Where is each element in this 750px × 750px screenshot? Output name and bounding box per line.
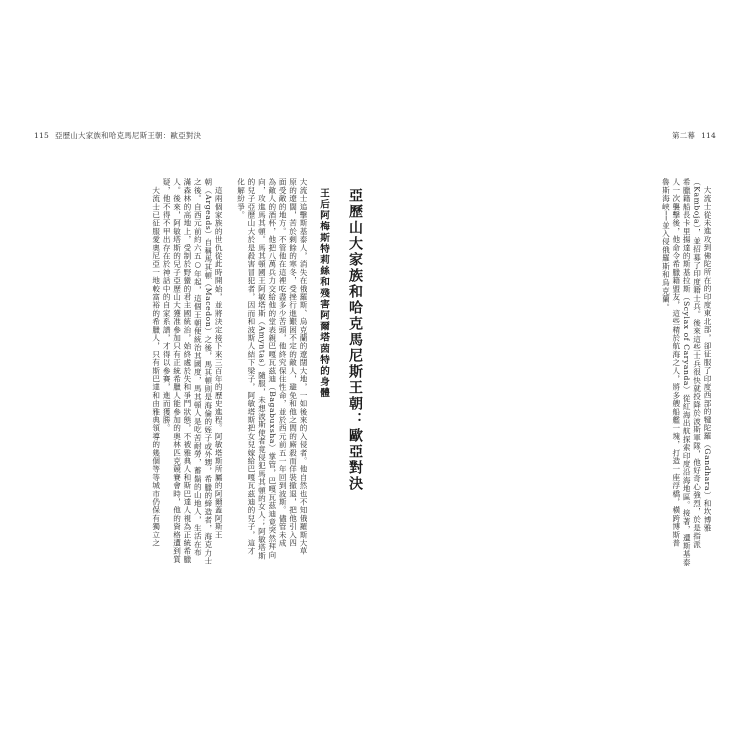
text-column: 人一次襲擊後，他命令希臘籍盟友，這些精於航海之人，將多艘船艦一塊，打造一座浮橋，橫跨博斯普 xyxy=(671,178,681,547)
text-column: 化解紛爭。 xyxy=(236,178,246,219)
left-page-number: 115 xyxy=(34,131,49,140)
text-column: 朝（Argeads）自稱馬其頓（Macedon）之後，馬其頓則是海倫的姪子或外甥，希臘的締造者，海克力士 xyxy=(203,178,213,566)
text-column: 為敵人的酒杯，他把八萬兵力交給他的堂表親巴嘎瓦茲迪（Bagabuxsha）掌管，巴嘎瓦茲迪竟突然拜向 xyxy=(267,178,277,559)
section-title: 王后阿梅斯特莉絲和殘害阿爾塔茵特的身體 xyxy=(318,188,329,399)
right-page xyxy=(375,130,722,630)
left-page xyxy=(28,130,375,630)
text-column: 疑，他不得不甲出存在於神話中的自家系譜，才得以參賽，進而獲勝。 xyxy=(162,178,172,433)
left-running-header: 亞歷山大家族和哈克馬尼斯王朝：歐亞對決 xyxy=(54,131,202,140)
text-column: 大流士追擊斯基泰人，消失在俄羅斯、烏克蘭的遼闊大地，一如後來的入侵者。他自然也不知俄羅斯大草 xyxy=(299,178,308,556)
text-column: 之後。自西元前約六五○年起，這個王朝便統治其國度，馬其頓人是吃苦耐勞，蓄鬍的山地人，生活在布 xyxy=(193,178,203,557)
text-column: 的兒子亞歷山大於是殺害冒犯者，因而和波斯人結下梁子，阿敏塔斯把女兒嫁給巴嘎瓦茲迪的兒子，這才 xyxy=(246,178,256,556)
text-column: 大流士從未進攻到佛陀所在的印度東北部，卻征服了印度西部的犍陀羅（Gandhara）和坎博雅 xyxy=(703,186,712,533)
left-page-header xyxy=(34,130,207,141)
text-column: 向，攻進馬其頓。馬其頓國王阿敏塔斯（Amyntas）隨服，未想波斯使者竟侵犯馬其頓的女人；阿敏塔斯 xyxy=(257,178,267,560)
right-page-number: 114 xyxy=(701,131,716,140)
chapter-title: 亞歷山大家族和哈克馬尼斯王朝：歐亞對決 xyxy=(347,188,363,492)
right-page-header xyxy=(666,130,716,141)
chapter-label: 第二幕 xyxy=(671,131,696,140)
text-column: 魯斯海峽──並入侵俄羅斯和烏克蘭。 xyxy=(661,178,671,312)
left-page-body xyxy=(34,178,370,598)
text-column: 原的遼闊，苦於剩餘的寒冬，受挫行進艱困不定的敵人，避免和他之間的廝殺而佯裝撤退，把他引入四 xyxy=(288,178,298,547)
right-page-body xyxy=(612,178,712,598)
text-column: 人。後來，阿敏塔斯的兒子亞歷山大獲准參加只有正統希臘人能參加的奧林匹克競賽會時，他的資格遭到質 xyxy=(172,178,182,564)
text-column: 這兩個家族的世仇從此時開始，並將決定接下來三百年的歷史進程。阿敏塔斯所屬的阿爾蓋阿斯王 xyxy=(214,178,224,539)
text-column: （Kamboja），並招募了印度籍士兵。後來這些士兵很快就投降於波斯軍隊，他好奇心強烈，於是指派 xyxy=(692,178,702,549)
text-column: 面受敵的地方。不管他在這裡吃盡多少苦頭，他終究保住性命，並於西元前五一年回到波斯。儘管未成 xyxy=(278,178,288,547)
text-column: 希臘籍船長卡里揚達的斯基拉斯（Scylax of Caryanda）從紅海出航探索印度沿海地區。接著，遭斯基泰 xyxy=(682,178,692,567)
text-column: 大流士已征服愛奧尼亞一地較富裕的希臘人，只有斯巴達和由雅典領導的幾個等等城市仍保有獨立之 xyxy=(151,178,161,547)
text-column: 滿森林的高地上，受制於野蠻的君主國統治，始終處於失和爭鬥狀態，不被雅典人和斯巴達人視為正統希臘 xyxy=(182,178,192,564)
